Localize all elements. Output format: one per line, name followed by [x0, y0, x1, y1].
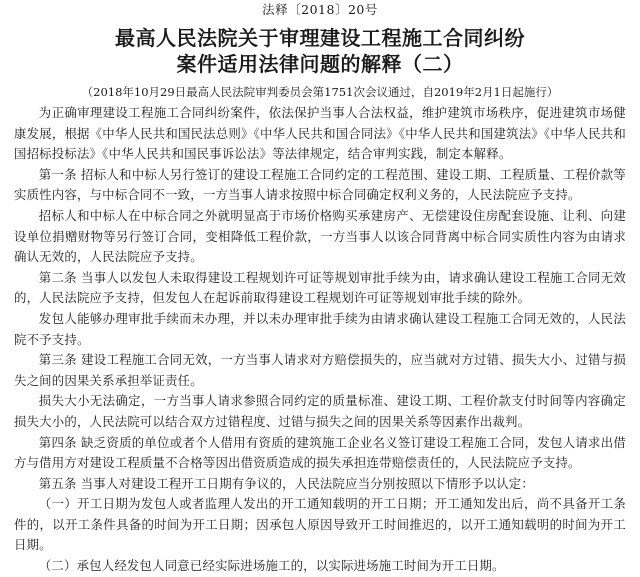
document-title-line-2: 案件适用法律问题的解释（二） — [176, 52, 464, 76]
document-page — [0, 1, 640, 574]
document-title-line-1: 最高人民法院关于审理建设工程施工合同纠纷 — [115, 26, 525, 50]
document-number: 法释〔2018〕20号 — [262, 2, 378, 17]
article-1-paragraph: 第一条 招标人和中标人另行签订的建设工程施工合同约定的工程范围、建设工期、工程质量、工程价款等实质性内容，与中标合同不一致，一方当事人请求按照中标合同确定权利义务的，人民法院应予支持。 — [14, 166, 626, 203]
article-3-paragraph-2: 损失大小无法确定，一方当事人请求参照合同约定的质量标准、建设工期、工程价款支付时间等内容确定损失大小的，人民法院可以结合双方过错程度、过错与损失之间的因果关系等因素作出裁判。 — [14, 393, 626, 429]
article-4-paragraph: 第四条 缺乏资质的单位或者个人借用有资质的建筑施工企业名义签订建设工程施工合同，发包人请求出借方与借用方对建设工程质量不合格等因出借资质造成的损失承担连带赔偿责任的，人民法院应予支持。 — [14, 434, 626, 471]
preamble-paragraph: 为正确审理建设工程施工合同纠纷案件，依法保护当事人合法权益，维护建筑市场秩序，促进建筑市场健康发展，根据《中华人民共和国民法总则》《中华人民共和国合同法》《中华人民共和国建筑法》《中华人民共和国招标投标法》《中华人民共和国民事诉讼法》等法律规定，结合审判实践，制定本解释。 — [14, 105, 626, 162]
article-5-item-2: （二）承包人经发包人同意已经实际进场施工的，以实际进场施工时间为开工日期。 — [38, 558, 505, 574]
article-3-paragraph: 第三条 建设工程施工合同无效，一方当事人请求对方赔偿损失的，应当就对方过错、损失大小、过错与损失之间的因果关系承担举证责任。 — [14, 352, 626, 388]
article-5-paragraph: 第五条 当事人对建设工程开工日期有争议的，人民法院应当分别按照以下情形予以认定： — [38, 475, 534, 491]
article-1-paragraph-2: 招标人和中标人在中标合同之外就明显高于市场价格购买承建房产、无偿建设住房配套设施、让利、向建设单位捐赠财物等另行签订合同，变相降低工程价款，一方当事人以该合同背离中标合同实质性内容为由请求确认无效的，人民法院应予支持。 — [14, 207, 626, 265]
article-2-paragraph-2: 发包人能够办理审批手续而未办理，并以未办理审批手续为由请求确认建设工程施工合同无效的，人民法院不予支持。 — [14, 310, 626, 347]
article-2-paragraph: 第二条 当事人以发包人未取得建设工程规划许可证等规划审批手续为由，请求确认建设工程施工合同无效的，人民法院应予支持，但发包人在起诉前取得建设工程规划许可证等规划审批手续的除外。 — [14, 269, 626, 306]
article-5-item-1: （一）开工日期为发包人或者监理人发出的开工通知载明的开工日期；开工通知发出后，尚不具备开工条件的，以开工条件具备的时间为开工日期；因承包人原因导致开工时间推迟的，以开工通知载明的时间为开工日期。 — [14, 496, 626, 553]
adoption-note: （2018年10月29日最高人民法院审判委员会第1751次会议通过，自2019年2月1日起施行） — [81, 85, 559, 99]
